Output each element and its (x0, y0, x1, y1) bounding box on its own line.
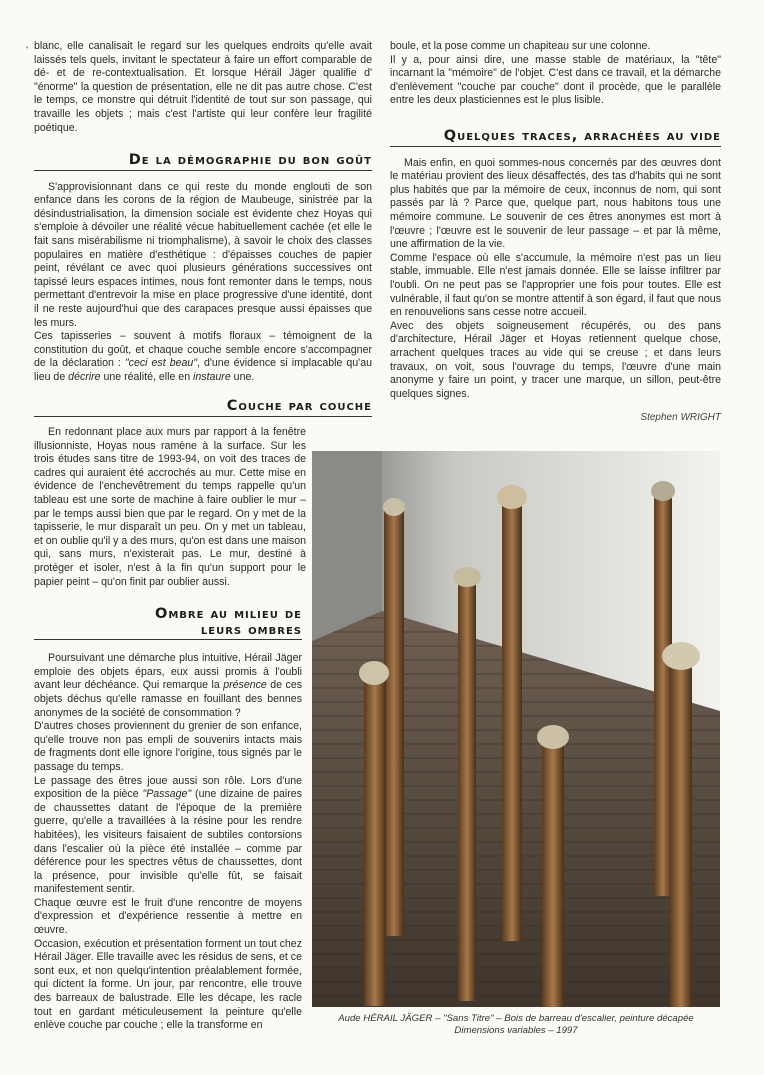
artwork-photo (312, 451, 720, 1007)
section-heading-line1: Ombre au milieu de (155, 606, 302, 622)
paragraph: S'approvisionnant dans ce qui reste du monde englouti de son enfance dans les corons de la région de Maubeuge, sinistrée par la désindustrialisation, la dimension sociale est évidente chez Hoyas qui s'emploie à dévoiler une réalité vécue habituellement cachée (et elle le fait sans misérabilisme ni triomphalisme), à savoir le choix des classes populaires en matière d'esthétique : d'épaisses couches de papier peint, révélant ce avec quoi plusieurs générations successives ont tapissé leurs espaces intimes, nous font remonter dans le temps, nous permettant d'entrevoir la mise en place progressive d'une identité, dont il ne reste aujourd'hui que des carapaces presque aussi épaisses que les murs. (34, 180, 372, 329)
caption-line-2: Dimensions variables – 1997 (454, 1025, 578, 1036)
photo-caption (312, 1013, 720, 1037)
paragraph (34, 775, 302, 897)
italic-quote: "ceci est beau" (124, 357, 198, 370)
paragraph: Comme l'espace où elle s'accumule, la mémoire n'est pas un lieu stable, immuable. Elle n'est jamais donnée. Elle se laisse infiltrer par l'oubli. On ne peut pas se l'approprier une fois pour toutes. Elle est vulnérable, il faut qu'on se montre attentif à son égard, il faut que nous en renouvelions sans cesse notre accueil. (390, 251, 721, 319)
section-heading: De la démographie du bon goût (34, 154, 372, 171)
italic-word: présence (223, 679, 267, 692)
paragraph (34, 330, 372, 384)
text-span: Ces tapisseries – souvent à motifs floraux – témoignent de la constitution du goût, et chaque couche semble encore s'accompagner de la déclaration : (34, 330, 372, 370)
bullet-mark: • (26, 45, 29, 52)
section-couche (34, 400, 372, 417)
italic-word: décrire (68, 370, 101, 383)
section-heading: Couche par couche (34, 400, 372, 417)
paragraph: D'autres choses proviennent du grenier de son enfance, qu'elle trouve non pas empli de souvenirs intacts mais de fragments dont elle ignore l'origine, tous signés par le passage du temps. (34, 720, 302, 773)
paragraph: boule, et la pose comme un chapiteau sur une colonne. (390, 40, 651, 52)
artwork-photo-illustration (312, 451, 720, 1007)
left-intro-block (34, 40, 372, 135)
caption-line-1: Aude HÉRAIL JÄGER – "Sans Titre" – Bois de barreau d'escalier, peinture décapée (338, 1013, 694, 1024)
text-span: Poursuivant une démarche plus intuitive, Hérail Jäger emploie des objets épars, eux aussi promis à l'oubli avant leur déchéance. Qui remarque la (34, 652, 302, 692)
paragraph: Mais enfin, en quoi sommes-nous concernés par des œuvres dont le matériau provient des lieux désaffectés, des tas d'habits qui ne sont plus habités que par la mémoire de ceux, inconnus de nom, qui sont passés par là ? Parce que, quelque part, nous habitons tous une mémoire commune. Le souvenir de ces êtres anonymes est mort à l'œuvre ; l'œuvre est le souvenir de leur passage – et par là même, une affirmation de la vie. (390, 156, 721, 251)
paragraph: Occasion, exécution et présentation forment un tout chez Hérail Jäger. Elle travaille avec les résidus de sens, et ce sont eux, et non quelqu'intention préalablement formée, qui dictent la forme. Un jour, par rencontre, elle trouve des barreaux de balustrade. Elle les décape, les racle tout en gardant méticuleusement la peinture qu'elle enlève couche par couche ; elle la transforme en (34, 937, 302, 1032)
text-span: une. (230, 370, 255, 383)
paragraph: Avec des objets soigneusement récupérés, ou des pans d'architecture, Hérail Jäger et Hoyas retiennent quelque chose, arrachent quelques traces au vide qui se creuse ; et dans leurs travaux, on voit, sous l'ouvrage du temps, l'œuvre d'une main anonyme y faire un point, y tracer une marque, un sillon, peut-être quelques signes. (390, 319, 721, 400)
text-span: (une dizaine de paires de chaussettes datant de l'époque de la première guerre, qu'elle a travaillées à la résine pour les rendre habitées), les visiteurs faisaient de subtiles contorsions dans l'escalier où la pièce été installée – comme par déférence pour les spectres vêtus de chaussettes, dont la présence, pour invisible qu'elle fût, se faisait manifestement sentir. (34, 788, 302, 896)
left-intro-text: blanc, elle canalisait le regard sur les quelques endroits qu'elle avait laissés tels quels, invitant le spectateur à faire un effort comparable de dé- et de re-contextualisation. Et lorsque Hérail Jäger qualifie d' "énorme" la question de présentation, elle ne dit pas autre chose. C'est le temps, ce monstre qui détruit l'identité de tout sur son passage, qui travaille les objets ; mais c'est l'artiste qui leur confère leur fragilité poétique. (34, 40, 372, 134)
section-ombre (34, 608, 302, 1033)
section-couche-body (34, 426, 306, 589)
text-span: une réalité, elle en (100, 370, 194, 383)
section-heading: Quelques traces, arrachées au vide (390, 130, 721, 147)
author-signature: Stephen WRIGHT (640, 412, 721, 424)
paragraph: Chaque œuvre est le fruit d'une rencontre de moyens d'expression et d'expérience ressentie à mettre en œuvre. (34, 896, 302, 937)
section-traces (390, 130, 721, 425)
paragraph: Il y a, pour ainsi dire, une masse stable de matériaux, la "tête" incarnant la "mémoire" de l'objet. C'est dans ce travail, et la démarche d'enlèvement "couche par couche" dont il procède, que le parallèle entre les deux plasticiennes est le plus lisible. (390, 53, 721, 107)
italic-word: instaure (193, 370, 231, 383)
text-span: de ces objets déchus qu'elle ramasse en fouillant des bennes anonymes de la société de consommation ? (34, 679, 303, 719)
italic-title: "Passage" (142, 788, 192, 801)
text-span: , d'une évidence si implacable qu'au lieu de (34, 357, 372, 383)
paragraph (34, 652, 302, 720)
section-heading-line2: leurs ombres (34, 624, 302, 641)
section-demographie (34, 154, 372, 385)
paragraph: En redonnant place aux murs par rapport à la fenêtre illusionniste, Hoyas nous ramène à la surface. Sur les trois études sans titre de 1993-94, on voit des traces de cadres qui auraient été accrochés au mur. Cette mise en évidence de l'enchevêtrement du temps rappelle qu'un tableau est une sorte de machine à faire oublier le mur – par le temps aussi bien que par le regard. On y met de la tapisserie, le mur disparaît un peu. On y met un tableau, et on oublie qu'il y a des murs, qu'on est dans une maison qui, sans murs, n'existerait pas. Le mur, destiné à protéger et isoler, n'est à la fin qu'un support pour le papier peint – qu'on finit par oublier aussi. (34, 426, 306, 588)
right-intro-block (390, 40, 721, 108)
text-span: Le passage des êtres joue aussi son rôle. Lors d'une exposition de la pièce (34, 774, 302, 801)
